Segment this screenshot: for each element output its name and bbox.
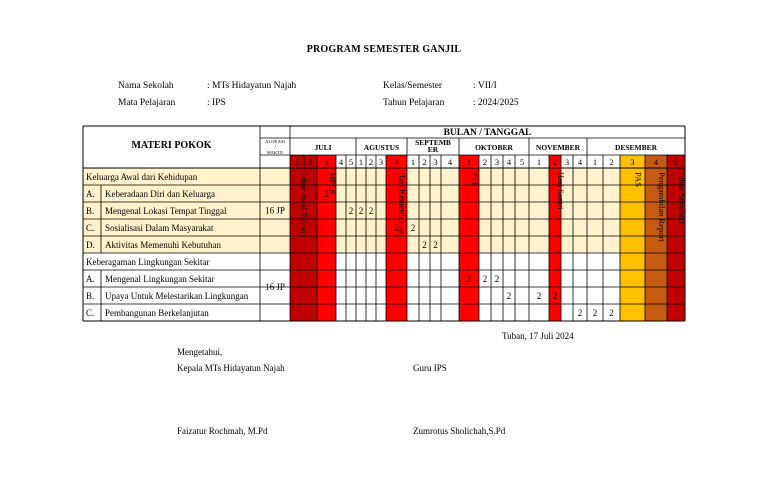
week-number-23: 1 [592, 157, 598, 167]
hour-value: 2 [609, 308, 614, 318]
hour-value: 2 [577, 308, 583, 318]
event-label-4: Hari Santri [556, 172, 566, 210]
hour-value: 2 [368, 206, 374, 216]
cream-cell-week-18 [515, 168, 529, 253]
event-label-3: PTS [470, 172, 480, 187]
week-number-18: 5 [519, 157, 525, 167]
teacher-name: Zumrotus Sholichah,S.Pd [413, 426, 506, 436]
row-label-1: Keberadaan Diri dan Keluarga [105, 189, 216, 199]
event-label-7: Libur Semester [677, 172, 687, 225]
week-number-14: 1 [466, 157, 472, 167]
hour-value: 2 [394, 223, 399, 233]
week-number-19: 1 [536, 157, 542, 167]
school-value: : MTs Hidayatun Najah [207, 81, 297, 91]
week-number-26: 4 [653, 157, 659, 167]
row-letter-2: B. [86, 206, 95, 216]
alokasi-header-line2: WAKTU [266, 150, 284, 155]
head-title: Kepala MTs Hidayatun Najah [177, 363, 285, 373]
row-label-8: Pembangunan Berkelanjutan [105, 308, 209, 318]
week-number-21: 3 [564, 157, 570, 167]
row-label-6: Mengenal Lingkungan Sekitar [105, 274, 215, 284]
week-number-22: 4 [577, 157, 583, 167]
cream-cell-week-19 [529, 168, 549, 253]
week-number-4: 4 [338, 157, 344, 167]
event-label-0: Libur Awal Tahun [299, 172, 309, 234]
hour-value: 2 [358, 206, 364, 216]
week-number-20: 2 [552, 157, 558, 167]
subject-label: Mata Pelajaran [118, 98, 176, 108]
head-name: Faizatur Rochmah, M.Pd [177, 426, 268, 436]
alokasi-header-separator: / [274, 144, 276, 150]
hour-value: 2 [536, 291, 542, 301]
school-label: Nama Sekolah [118, 81, 174, 91]
alokasi-value-1: 16 JP [265, 205, 285, 216]
week-number-25: 3 [630, 157, 635, 167]
month-juli: JULI [314, 143, 332, 152]
week-number-17: 4 [506, 157, 512, 167]
acknowledged-label: Mengetahui, [177, 347, 223, 357]
week-number-24: 2 [609, 157, 614, 167]
week-number-13: 4 [447, 157, 453, 167]
row-label-4: Aktivitas Memenuhi Kebutuhan [105, 240, 221, 250]
month-agustus: AGUSTUS [363, 143, 400, 152]
cream-cell-week-8 [376, 168, 386, 253]
class-value: : VII/I [473, 81, 497, 91]
event-label-6: Pengambilan Report [657, 172, 667, 242]
week-number-15: 2 [482, 157, 488, 167]
week-number-3: 3 [324, 157, 329, 167]
hour-value: 2 [482, 274, 488, 284]
week-number-6: 1 [358, 157, 364, 167]
hour-value: 2 [433, 240, 438, 250]
materi-header: MATERI POKOK [131, 140, 212, 151]
week-number-1: 1 [294, 157, 300, 167]
week-number-10: 1 [410, 157, 416, 167]
hour-value: 2 [324, 189, 329, 199]
place-date: Tuban, 17 Juli 2024 [502, 331, 574, 341]
month-november: NOVEMBER [535, 143, 581, 152]
cream-cell-week-16 [491, 168, 503, 253]
cream-cell-week-17 [503, 168, 515, 253]
subject-value: : IPS [207, 98, 226, 108]
week-number-8: 3 [378, 157, 384, 167]
hour-value: 2 [494, 274, 500, 284]
row-letter-6: A. [86, 274, 95, 284]
hour-value: 2 [410, 223, 416, 233]
cream-cell-week-24 [603, 168, 620, 253]
alokasi-value-2: 16 JP [265, 282, 285, 292]
row-label-2: Mengenal Lokasi Tempat Tinggal [105, 206, 227, 216]
cream-cell-week-10 [407, 168, 419, 253]
row-letter-3: C. [86, 223, 95, 233]
hour-value: 2 [348, 206, 354, 216]
week-number-11: 2 [422, 157, 427, 167]
teacher-title: Guru IPS [413, 363, 447, 373]
month-september-line1: SEPTEMB [415, 138, 451, 147]
row-label-3: Sosialisasi Dalam Masyarakat [105, 223, 214, 233]
month-september-line2: ER [427, 145, 439, 154]
week-number-9: 4 [394, 157, 399, 167]
year-label: Tahun Pelajaran [383, 98, 445, 108]
group-title-1: Keluarga Awal dari Kehidupan [86, 172, 198, 182]
week-number-7: 2 [368, 157, 374, 167]
hour-value: 2 [592, 308, 598, 318]
week-number-5: 5 [348, 157, 354, 167]
week-number-27: 5 [673, 157, 679, 167]
group-title-2: Keberagaman Lingkungan Sekitar [86, 257, 210, 267]
event-label-2: Hari Kemerdekaan [397, 172, 408, 237]
week-number-12: 3 [433, 157, 438, 167]
cream-cell-week-22 [573, 168, 587, 253]
hour-value: 2 [506, 291, 512, 301]
row-letter-1: A. [86, 189, 95, 199]
hour-value: 2 [466, 274, 472, 284]
row-letter-7: B. [86, 291, 95, 301]
week-number-2: 2 [308, 157, 313, 167]
hour-value: 2 [552, 291, 558, 301]
month-desember: DESEMBER [614, 143, 658, 152]
event-label-1: MPLS [327, 172, 338, 195]
row-label-7: Upaya Untuk Melestarikan Lingkungan [105, 291, 249, 301]
week-number-16: 3 [494, 157, 500, 167]
cream-cell-week-13 [441, 168, 459, 253]
hour-value: 2 [422, 240, 427, 250]
bulan-header: BULAN / TANGGAL [443, 128, 532, 138]
row-letter-8: C. [86, 308, 95, 318]
event-label-5: PAS [633, 172, 644, 187]
class-label: Kelas/Semester [383, 81, 443, 91]
row-letter-4: D. [86, 240, 95, 250]
month-oktober: OKTOBER [475, 143, 513, 152]
cream-cell-week-23 [587, 168, 603, 253]
year-value: : 2024/2025 [473, 98, 519, 108]
alokasi-header-line1: ALOKASI [265, 139, 285, 144]
page-title: PROGRAM SEMESTER GANJIL [306, 44, 462, 55]
